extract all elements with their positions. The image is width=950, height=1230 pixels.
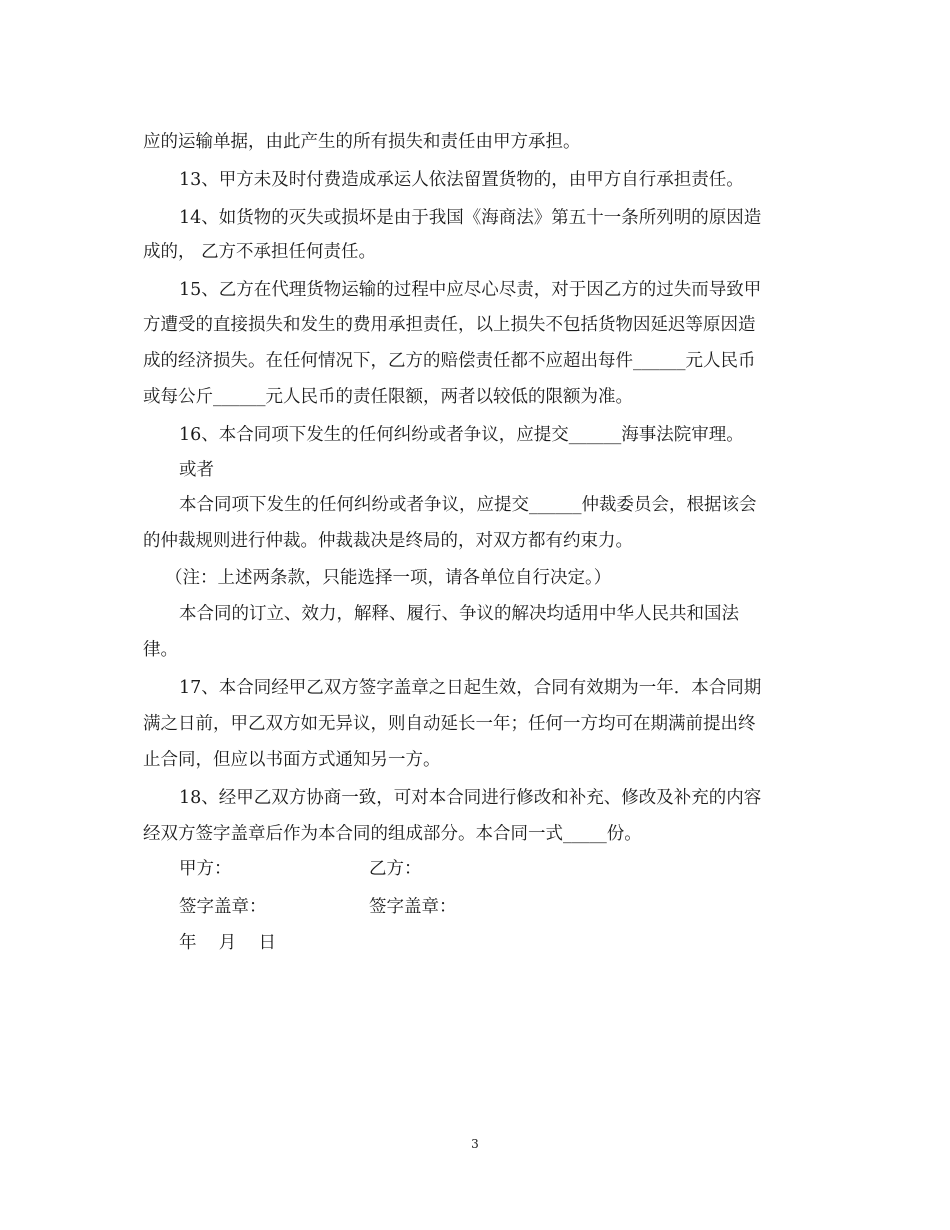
clause-18: 18、经甲乙双方协商一致，可对本合同进行修改和补充、修改及补充的内容 [179, 788, 762, 808]
paragraph-line: 止合同，但应以书面方式通知另一方。 [143, 750, 441, 770]
party-b-seal-label: 签字盖章： [369, 897, 457, 917]
paragraph-line: 或每公斤______元人民币的责任限额，两者以较低的限额为准。 [143, 387, 633, 407]
paragraph-line: 本合同的订立、效力，解释、履行、争议的解决均适用中华人民共和国法 [179, 604, 739, 624]
paragraph-line: 应的运输单据，由此产生的所有损失和责任由甲方承担。 [143, 132, 581, 152]
clause-15: 15、乙方在代理货物运输的过程中应尽心尽责，对于因乙方的过失而导致甲 [179, 280, 762, 300]
party-a-label: 甲方： [179, 859, 232, 879]
clause-17: 17、本合同经甲乙双方签字盖章之日起生效，合同有效期为一年．本合同期 [179, 678, 762, 698]
paragraph-line: 律。 [143, 640, 178, 660]
paragraph-line: 方遭受的直接损失和发生的费用承担责任，以上损失不包括货物因延迟等原因造 [143, 315, 756, 335]
clause-13: 13、甲方未及时付费造成承运人依法留置货物的，由甲方自行承担责任。 [179, 170, 744, 190]
clause-14: 14、如货物的灭失或损坏是由于我国《海商法》第五十一条所列明的原因造 [179, 208, 762, 228]
paragraph-line: 成的经济损失。在任何情况下，乙方的赔偿责任都不应超出每件______元人民币 [143, 351, 756, 371]
paragraph-line: 的仲裁规则进行仲裁。仲裁裁决是终局的，对双方都有约束力。 [143, 531, 633, 551]
paragraph-line: 成的， 乙方不承担任何责任。 [143, 242, 377, 262]
paragraph-line: 或者 [179, 460, 214, 480]
paragraph-line: 满之日前，甲乙双方如无异议，则自动延长一年；任何一方均可在期满前提出终 [143, 714, 756, 734]
note-line: （注：上述两条款，只能选择一项，请各单位自行决定。） [165, 568, 612, 588]
date-line: 年 月 日 [179, 933, 277, 953]
page-number: 3 [471, 1137, 479, 1151]
paragraph-line: 经双方签字盖章后作为本合同的组成部分。本合同一式_____份。 [143, 824, 642, 844]
paragraph-line: 本合同项下发生的任何纠纷或者争议，应提交______仲裁委员会，根据该会 [179, 495, 757, 515]
clause-16: 16、本合同项下发生的任何纠纷或者争议，应提交______海事法院审理。 [179, 425, 744, 445]
party-a-seal-label: 签字盖章： [179, 897, 267, 917]
party-b-label: 乙方： [369, 859, 422, 879]
